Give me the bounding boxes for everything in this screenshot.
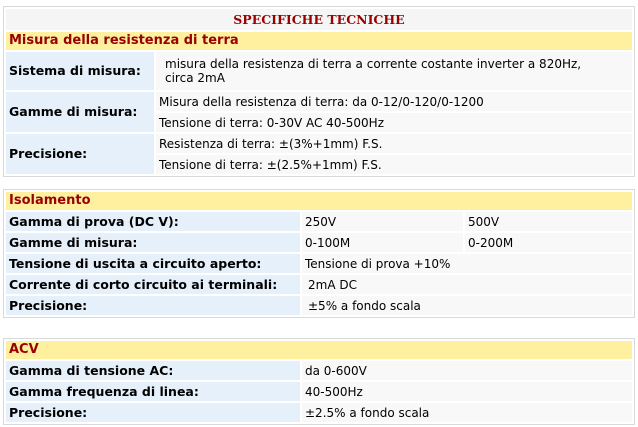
- acv-accuracy-value: ±2.5% a fondo scala: [302, 403, 632, 422]
- test-range-label: Gamma di prova (DC V):: [6, 212, 300, 231]
- short-circuit-value: 2mA DC: [302, 275, 632, 294]
- voltage-range-value: da 0-600V: [302, 361, 632, 380]
- frequency-value: 40-500Hz: [302, 382, 632, 401]
- measurement-system-value-line1: misura della resistenza di terra a corrente costante inverter a 820Hz,: [165, 57, 582, 71]
- acv-accuracy-label: Precisione:: [6, 403, 300, 422]
- acv-table: [3, 338, 635, 425]
- gr-accuracy-value-2: Tensione di terra: ±(2.5%+1mm) F.S.: [156, 155, 632, 174]
- test-range-value-1: 250V: [302, 212, 463, 231]
- short-circuit-label: Corrente di corto circuito ai terminali:: [6, 275, 300, 294]
- ins-accuracy-value: ±5% a fondo scala: [302, 296, 632, 315]
- gr-ranges-value-2: Tensione di terra: 0-30V AC 40-500Hz: [156, 113, 632, 132]
- gr-accuracy-value-1: Resistenza di terra: ±(3%+1mm) F.S.: [156, 134, 632, 153]
- ins-accuracy-label: Precisione:: [6, 296, 300, 315]
- test-range-value-2: 500V: [465, 212, 632, 231]
- ground-resistance-table: [3, 6, 635, 177]
- gr-ranges-label: Gamme di misura:: [6, 92, 154, 132]
- insulation-table: [3, 189, 635, 318]
- insulation-header: Isolamento: [6, 192, 632, 210]
- voltage-range-label: Gamma di tensione AC:: [6, 361, 300, 380]
- gr-ranges-value-1: Misura della resistenza di terra: da 0-12/0-120/0-1200: [156, 92, 632, 111]
- measurement-system-value-line2: circa 2mA: [165, 71, 225, 85]
- ground-resistance-header: Misura della resistenza di terra: [6, 32, 632, 50]
- measurement-system-value: [156, 52, 632, 90]
- gr-accuracy-label: Precisione:: [6, 134, 154, 174]
- ins-ranges-label: Gamme di misura:: [6, 233, 300, 252]
- open-circuit-value: Tensione di prova +10%: [302, 254, 632, 273]
- acv-header: ACV: [6, 341, 632, 359]
- measurement-system-label: Sistema di misura:: [6, 52, 154, 90]
- open-circuit-label: Tensione di uscita a circuito aperto:: [6, 254, 300, 273]
- ins-ranges-value-2: 0-200M: [465, 233, 632, 252]
- frequency-label: Gamma frequenza di linea:: [6, 382, 300, 401]
- ins-ranges-value-1: 0-100M: [302, 233, 463, 252]
- page-title: SPECIFICHE TECNICHE: [6, 9, 632, 30]
